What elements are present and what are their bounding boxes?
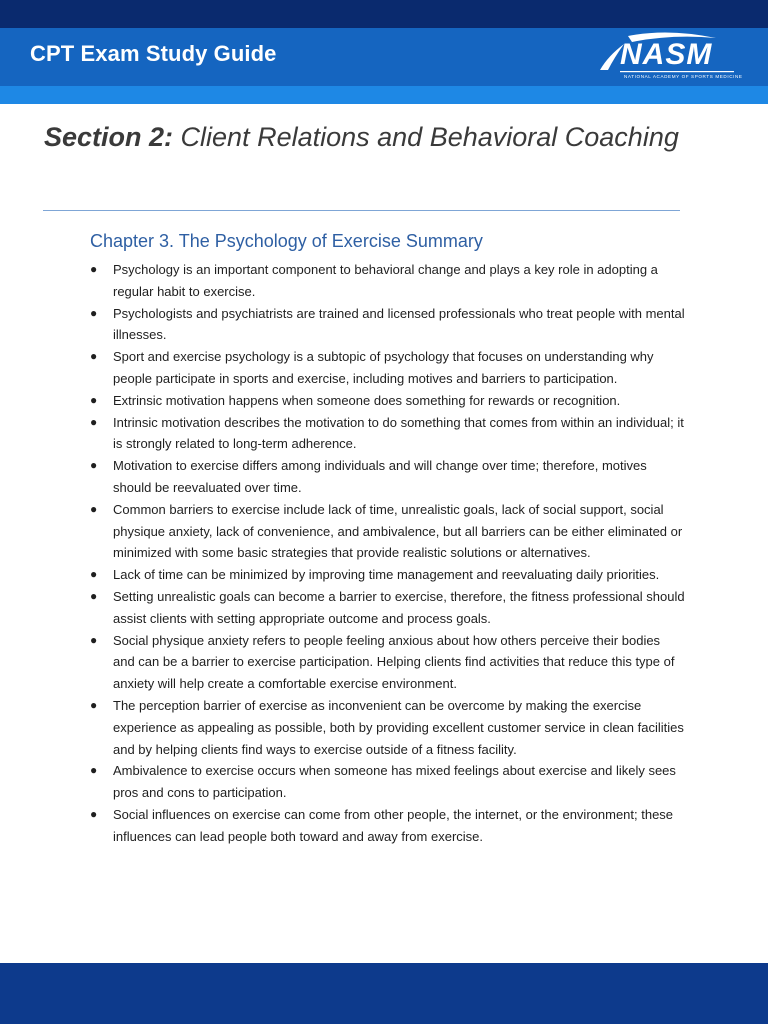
bullet-icon: ●: [90, 458, 98, 473]
bullet-icon: ●: [90, 414, 98, 429]
bullet-item: [90, 303, 685, 347]
bullet-text: The perception barrier of exercise as inconvenient can be overcome by making the exercise experience as appealing as possible, both by providing excellent customer service in clean facilities and by helping clients find ways to exercise outside of a fitness facility.: [113, 697, 684, 757]
bullet-text: Motivation to exercise differs among individuals and will change over time; therefore, motives should be reevaluated over time.: [113, 458, 647, 495]
bullet-text: Intrinsic motivation describes the motivation to do something that comes from within an individual; it is strongly related to long-term adherence.: [113, 414, 684, 452]
bullet-item: [90, 586, 685, 630]
header-top-band: [0, 0, 768, 28]
bullet-text: Social influences on exercise can come from other people, the internet, or the environment; these influences can lead people both toward and away from exercise.: [113, 806, 674, 844]
bullet-item: [90, 259, 685, 303]
summary-bullet-list: [90, 259, 685, 848]
page-header: [0, 0, 768, 104]
bullet-item: [90, 455, 685, 499]
bullet-text: Lack of time can be minimized by improving time management and reevaluating daily priorities.: [113, 567, 660, 583]
section-divider: [43, 210, 680, 211]
header-bottom-band: [0, 86, 768, 104]
bullet-text: Common barriers to exercise include lack of time, unrealistic goals, lack of social support, social physique anxiety, lack of convenience, and ambivalence, but all barriers can be either eliminated or minimized with some basic strategies that provide realistic solutions or alternatives.: [113, 501, 683, 561]
logo-tagline: NATIONAL ACADEMY OF SPORTS MEDICINE: [624, 74, 743, 79]
chapter-title: Chapter 3. The Psychology of Exercise Summary: [90, 231, 483, 251]
section-heading: [44, 115, 684, 159]
section-number: Section 2:: [44, 122, 174, 152]
bullet-item: [90, 630, 685, 695]
nasm-logo: [598, 30, 743, 86]
bullet-text: Extrinsic motivation happens when someone does something for rewards or recognition.: [113, 392, 621, 408]
bullet-text: Sport and exercise psychology is a subtopic of psychology that focuses on understanding why people participate in sports and exercise, including motives and barriers to participation.: [113, 349, 654, 386]
bullet-icon: ●: [90, 763, 98, 778]
bullet-icon: ●: [90, 349, 98, 364]
bullet-text: Social physique anxiety refers to people feeling anxious about how others perceive their bodies and can be a barrier to exercise participation. Helping clients find activities that reduce this type of anxiety will help create a comfortable exercise environment.: [113, 632, 675, 692]
bullet-text: Setting unrealistic goals can become a barrier to exercise, therefore, the fitness professional should assist clients with setting appropriate outcome and process goals.: [113, 588, 685, 626]
page-footer-band: [0, 963, 768, 1024]
section-title: Client Relations and Behavioral Coaching: [180, 122, 679, 152]
bullet-icon: ●: [90, 567, 98, 582]
bullet-item: [90, 564, 685, 586]
bullet-icon: ●: [90, 392, 98, 407]
bullet-item: [90, 346, 685, 390]
bullet-text: Psychologists and psychiatrists are trained and licensed professionals who treat people with mental illnesses.: [113, 305, 685, 343]
logo-wordmark: NASM: [620, 38, 713, 71]
bullet-item: [90, 412, 685, 456]
bullet-item: [90, 695, 685, 760]
bullet-icon: ●: [90, 262, 98, 276]
bullet-icon: ●: [90, 806, 98, 821]
bullet-item: [90, 499, 685, 564]
bullet-text: Ambivalence to exercise occurs when someone has mixed feelings about exercise and likely sees pros and cons to participation.: [113, 763, 676, 801]
bullet-icon: ●: [90, 632, 98, 647]
document-title: CPT Exam Study Guide: [30, 41, 277, 66]
bullet-item: [90, 804, 685, 848]
bullet-icon: ●: [90, 588, 98, 603]
bullet-text: Psychology is an important component to behavioral change and plays a key role in adopting a regular habit to exercise.: [113, 262, 658, 299]
bullet-icon: ●: [90, 305, 98, 320]
bullet-item: [90, 760, 685, 804]
bullet-item: [90, 390, 685, 412]
bullet-icon: ●: [90, 697, 98, 712]
bullet-icon: ●: [90, 501, 98, 516]
